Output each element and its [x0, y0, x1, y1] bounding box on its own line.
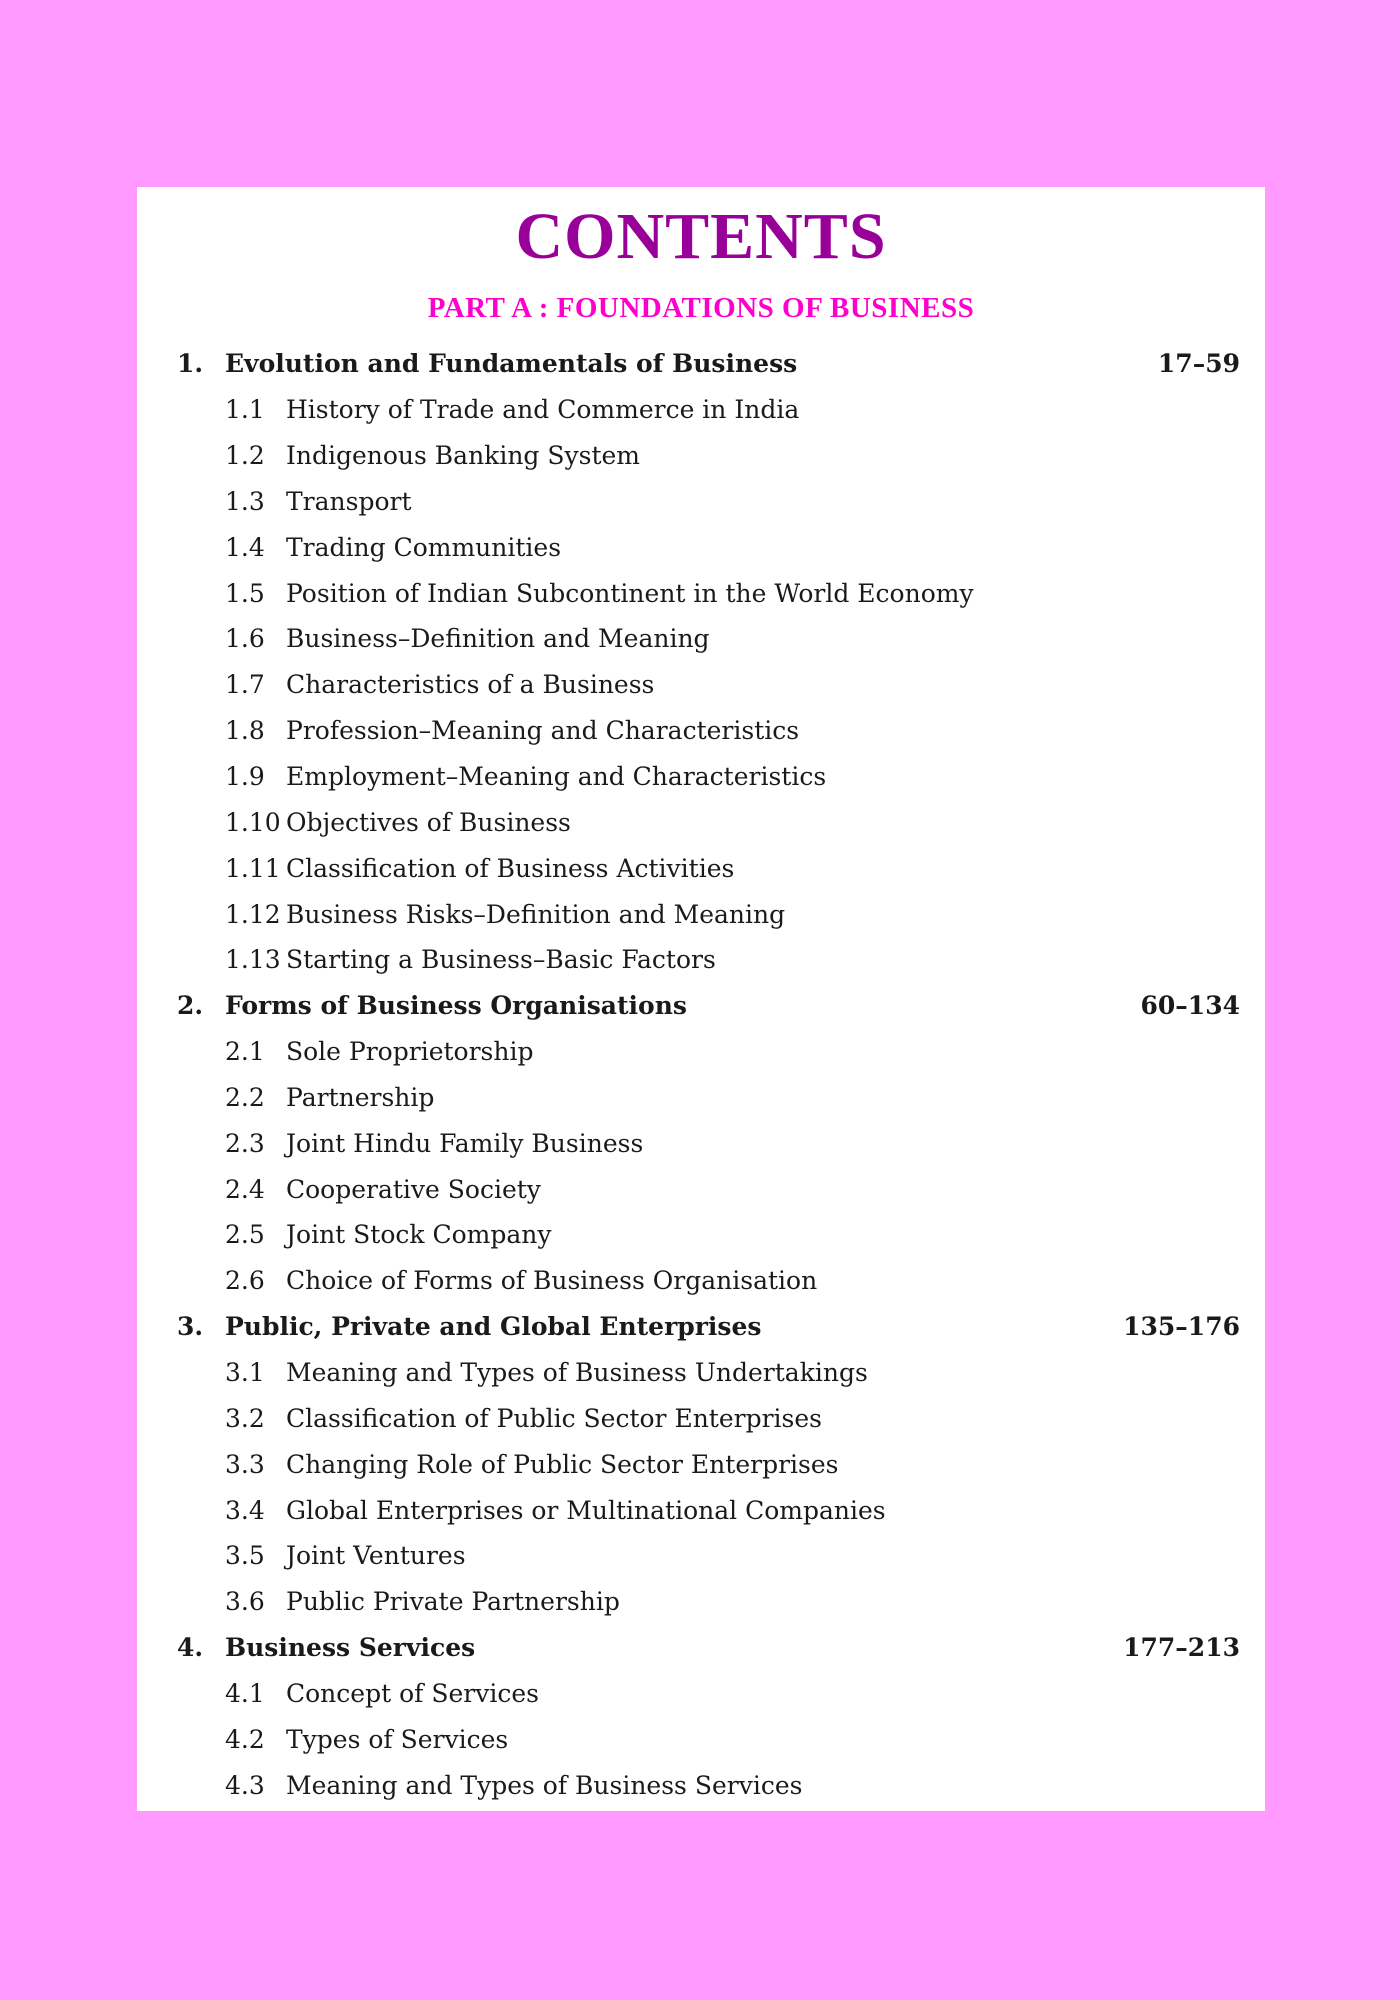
section-title: Business Risks–Definition and Meaning — [286, 899, 786, 929]
section-title: Objectives of Business — [286, 807, 571, 837]
section-title: Employment–Meaning and Characteristics — [286, 762, 827, 792]
chapter-entry[interactable] — [177, 1304, 1240, 1350]
dot-leader — [805, 353, 1146, 375]
section-title: Concept of Services — [286, 1678, 539, 1708]
section-title: Meaning and Types of Business Undertakings — [286, 1357, 868, 1387]
section-title: Profession–Meaning and Characteristics — [286, 716, 800, 746]
chapter-title: Public, Private and Global Enterprises — [225, 1312, 762, 1342]
section-title: Indigenous Banking System — [286, 441, 641, 471]
section-number: 3.3 — [225, 1449, 265, 1479]
contents-page — [137, 187, 1265, 1811]
section-number: 2.4 — [225, 1174, 265, 1204]
section-title: Changing Role of Public Sector Enterprises — [286, 1449, 839, 1479]
section-title: Classification of Business Activities — [286, 853, 735, 883]
section-number: 4.3 — [225, 1770, 265, 1800]
section-entry[interactable] — [177, 754, 1240, 800]
section-entry[interactable] — [177, 387, 1240, 433]
section-number: 1.13 — [225, 945, 281, 975]
section-title: Partnership — [286, 1082, 435, 1112]
section-title: Public Private Partnership — [286, 1587, 620, 1617]
section-title: Types of Services — [286, 1724, 509, 1754]
chapter-number: 1. — [177, 349, 204, 379]
section-entry[interactable] — [177, 570, 1240, 616]
chapter-number: 3. — [177, 1312, 204, 1342]
chapter-page-range: 177–213 — [1123, 1633, 1240, 1663]
chapter-number: 2. — [177, 991, 204, 1021]
section-number: 3.2 — [225, 1403, 265, 1433]
section-number: 3.6 — [225, 1587, 265, 1617]
section-entry[interactable] — [177, 845, 1240, 891]
section-entry[interactable] — [177, 708, 1240, 754]
dot-leader — [483, 1637, 1111, 1659]
section-entry[interactable] — [177, 1487, 1240, 1533]
section-number: 1.6 — [225, 624, 265, 654]
chapter-page-range: 17–59 — [1157, 349, 1240, 379]
chapter-title: Forms of Business Organisations — [225, 991, 687, 1021]
section-entry[interactable] — [177, 799, 1240, 845]
section-entry[interactable] — [177, 1350, 1240, 1396]
section-entry[interactable] — [177, 1166, 1240, 1212]
section-entry[interactable] — [177, 1670, 1240, 1716]
section-number: 1.5 — [225, 578, 265, 608]
section-title: Starting a Business–Basic Factors — [286, 945, 716, 975]
section-number: 4.2 — [225, 1724, 265, 1754]
section-entry[interactable] — [177, 1395, 1240, 1441]
section-number: 4.1 — [225, 1678, 265, 1708]
section-number: 1.3 — [225, 486, 265, 516]
section-number: 2.2 — [225, 1082, 265, 1112]
chapter-entry[interactable] — [177, 983, 1240, 1029]
section-number: 2.1 — [225, 1037, 265, 1067]
section-title: Choice of Forms of Business Organisation — [286, 1266, 818, 1296]
section-title: Joint Stock Company — [286, 1220, 552, 1250]
section-number: 3.1 — [225, 1357, 265, 1387]
chapter-title: Business Services — [225, 1633, 476, 1663]
page-title: CONTENTS — [515, 200, 887, 273]
section-entry[interactable] — [177, 1258, 1240, 1304]
section-entry[interactable] — [177, 1212, 1240, 1258]
section-entry[interactable] — [177, 1075, 1240, 1121]
section-entry[interactable] — [177, 1762, 1240, 1808]
section-entry[interactable] — [177, 524, 1240, 570]
section-number: 1.8 — [225, 716, 265, 746]
section-title: Business–Definition and Meaning — [286, 624, 710, 654]
table-of-contents — [177, 341, 1240, 1808]
section-title: Trading Communities — [286, 532, 562, 562]
section-number: 1.11 — [225, 853, 281, 883]
chapter-entry[interactable] — [177, 1625, 1240, 1671]
dot-leader — [769, 1316, 1111, 1338]
part-heading: PART A : FOUNDATIONS OF BUSINESS — [427, 292, 975, 324]
section-title: Cooperative Society — [286, 1174, 541, 1204]
section-number: 1.2 — [225, 441, 265, 471]
chapter-page-range: 135–176 — [1123, 1312, 1240, 1342]
section-entry[interactable] — [177, 1120, 1240, 1166]
section-entry[interactable] — [177, 1579, 1240, 1625]
section-title: Joint Hindu Family Business — [286, 1128, 644, 1158]
dot-leader — [695, 995, 1129, 1017]
section-number: 2.5 — [225, 1220, 265, 1250]
section-entry[interactable] — [177, 891, 1240, 937]
section-entry[interactable] — [177, 1533, 1240, 1579]
section-title: Joint Ventures — [286, 1541, 466, 1571]
section-title: Global Enterprises or Multinational Companies — [286, 1495, 886, 1525]
section-number: 3.5 — [225, 1541, 265, 1571]
section-number: 1.12 — [225, 899, 281, 929]
section-number: 1.4 — [225, 532, 265, 562]
chapter-number: 4. — [177, 1633, 204, 1663]
section-number: 1.9 — [225, 762, 265, 792]
chapter-title: Evolution and Fundamentals of Business — [225, 349, 798, 379]
section-title: Meaning and Types of Business Services — [286, 1770, 803, 1800]
section-entry[interactable] — [177, 433, 1240, 479]
section-entry[interactable] — [177, 1029, 1240, 1075]
section-number: 1.10 — [225, 807, 281, 837]
section-number: 2.3 — [225, 1128, 265, 1158]
section-title: Characteristics of a Business — [286, 670, 655, 700]
section-number: 3.4 — [225, 1495, 265, 1525]
section-entry[interactable] — [177, 662, 1240, 708]
chapter-entry[interactable] — [177, 341, 1240, 387]
chapter-page-range: 60–134 — [1140, 991, 1240, 1021]
section-entry[interactable] — [177, 1716, 1240, 1762]
section-title: Sole Proprietorship — [286, 1037, 534, 1067]
section-entry[interactable] — [177, 1441, 1240, 1487]
section-number: 1.7 — [225, 670, 265, 700]
section-title: Position of Indian Subcontinent in the World Economy — [286, 578, 974, 608]
section-entry[interactable] — [177, 616, 1240, 662]
section-title: Classification of Public Sector Enterprises — [286, 1403, 822, 1433]
section-title: History of Trade and Commerce in India — [286, 395, 800, 425]
section-entry[interactable] — [177, 479, 1240, 525]
section-number: 2.6 — [225, 1266, 265, 1296]
section-title: Transport — [286, 486, 412, 516]
section-entry[interactable] — [177, 937, 1240, 983]
section-number: 1.1 — [225, 395, 265, 425]
